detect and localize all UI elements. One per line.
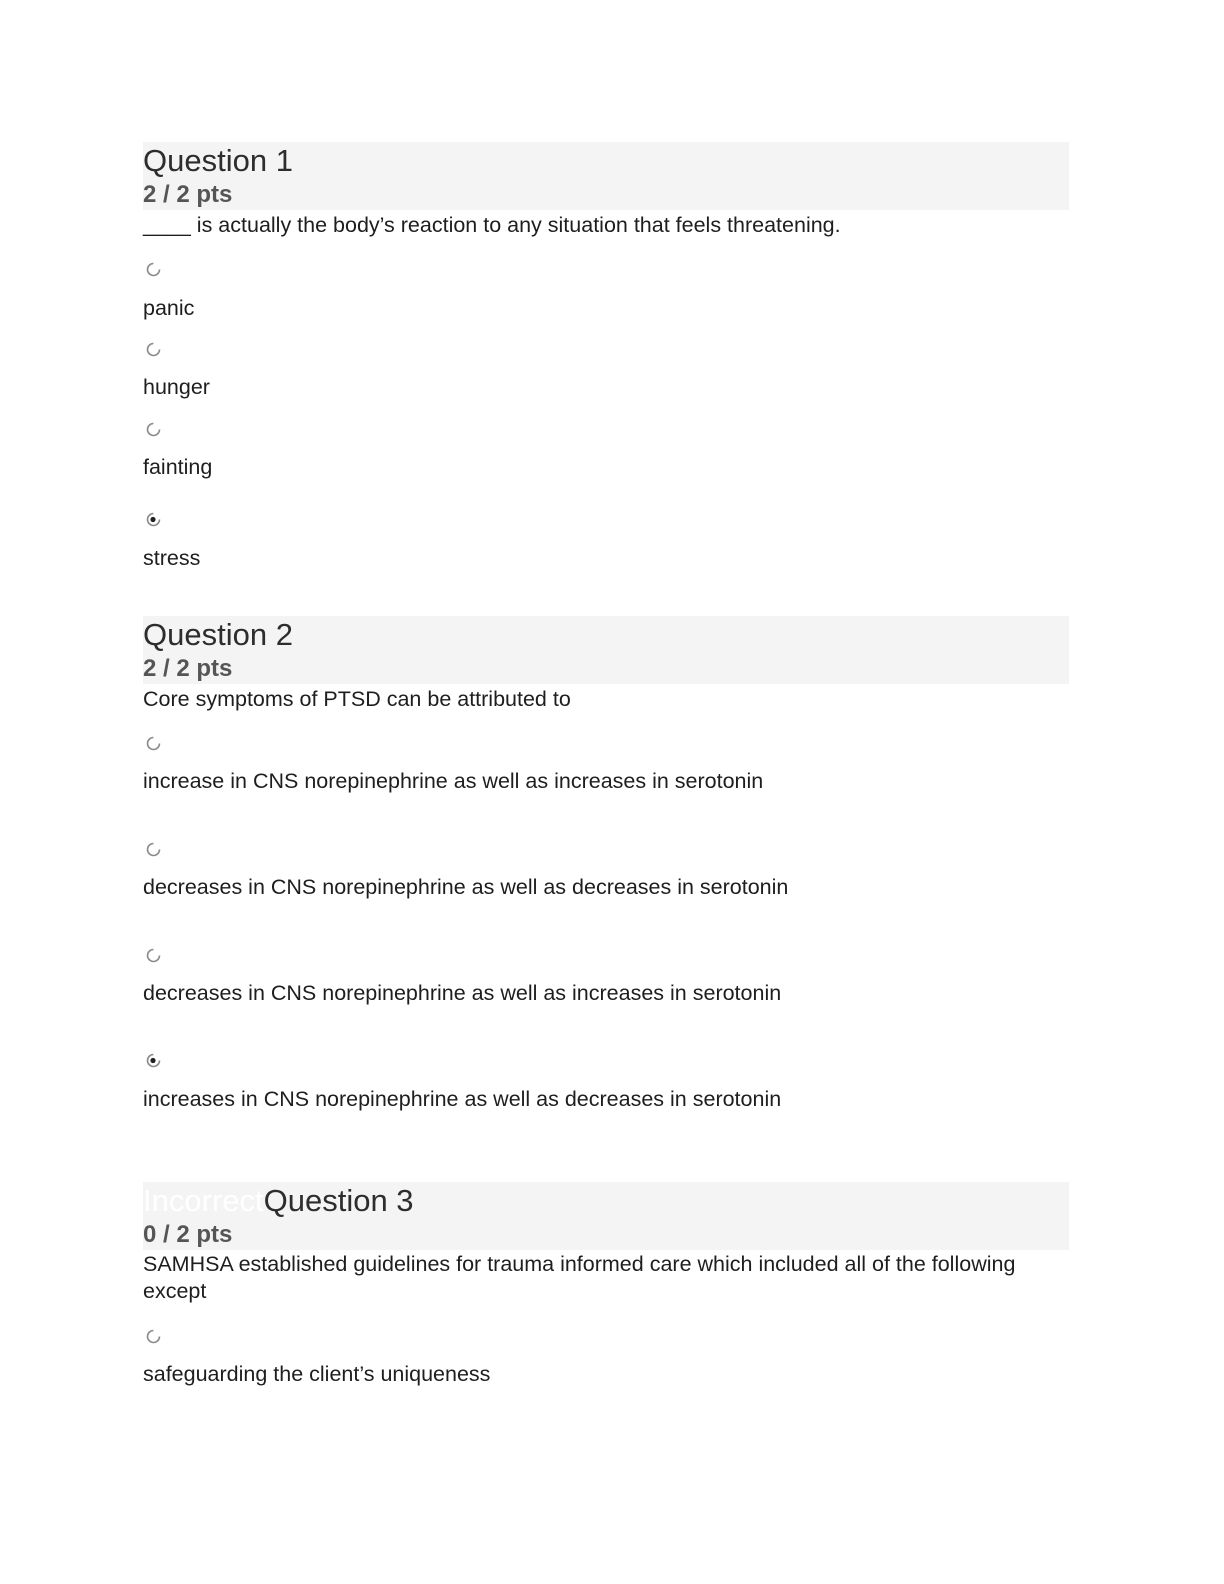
question-1-option-1-radio[interactable] xyxy=(146,262,161,277)
question-2-header xyxy=(143,616,1069,684)
radio-unselected-icon xyxy=(146,842,161,857)
question-2-option-3-radio[interactable] xyxy=(146,948,161,963)
question-2-title: Question 2 xyxy=(143,617,293,652)
question-2-option-2-radio[interactable] xyxy=(146,842,161,857)
question-1-option-4-label[interactable]: stress xyxy=(143,546,201,570)
radio-unselected-icon xyxy=(146,948,161,963)
radio-unselected-icon xyxy=(146,736,161,751)
question-2-option-1-label[interactable]: increase in CNS norepinephrine as well as increases in serotonin xyxy=(143,769,764,793)
question-2-option-4-label[interactable]: increases in CNS norepinephrine as well as decreases in serotonin xyxy=(143,1087,782,1111)
radio-unselected-icon xyxy=(146,262,161,277)
question-2-points: 2 / 2 pts xyxy=(143,655,233,682)
question-1-title: Question 1 xyxy=(143,143,293,178)
radio-selected-icon xyxy=(146,512,161,527)
question-2-prompt: Core symptoms of PTSD can be attributed to xyxy=(143,687,571,711)
question-3-prompt: SAMHSA established guidelines for trauma informed care which included all of the following except xyxy=(143,1252,1016,1303)
question-3-header xyxy=(143,1182,1069,1250)
question-3-option-1-radio[interactable] xyxy=(146,1329,161,1344)
question-1-prompt: ____ is actually the body’s reaction to any situation that feels threatening. xyxy=(143,213,841,237)
incorrect-status-label: Incorrect xyxy=(143,1183,264,1218)
question-1-option-2-radio[interactable] xyxy=(146,342,161,357)
radio-unselected-icon xyxy=(146,342,161,357)
question-3-points: 0 / 2 pts xyxy=(143,1221,233,1248)
question-1-option-3-label[interactable]: fainting xyxy=(143,455,213,479)
question-1-option-3-radio[interactable] xyxy=(146,422,161,437)
question-1-header xyxy=(143,142,1069,210)
question-3-title: IncorrectQuestion 3 xyxy=(143,1183,414,1218)
radio-unselected-icon xyxy=(146,422,161,437)
question-2-option-4-radio[interactable] xyxy=(146,1053,161,1068)
question-2-option-1-radio[interactable] xyxy=(146,736,161,751)
question-2-option-3-label[interactable]: decreases in CNS norepinephrine as well as increases in serotonin xyxy=(143,981,782,1005)
question-3-option-1-label[interactable]: safeguarding the client’s uniqueness xyxy=(143,1362,491,1386)
question-2-option-2-label[interactable]: decreases in CNS norepinephrine as well as decreases in serotonin xyxy=(143,875,789,899)
question-1-points: 2 / 2 pts xyxy=(143,181,233,208)
question-1-option-4-radio[interactable] xyxy=(146,512,161,527)
radio-unselected-icon xyxy=(146,1329,161,1344)
radio-selected-icon xyxy=(146,1053,161,1068)
question-1-option-2-label[interactable]: hunger xyxy=(143,375,210,399)
question-1-option-1-label[interactable]: panic xyxy=(143,296,195,320)
